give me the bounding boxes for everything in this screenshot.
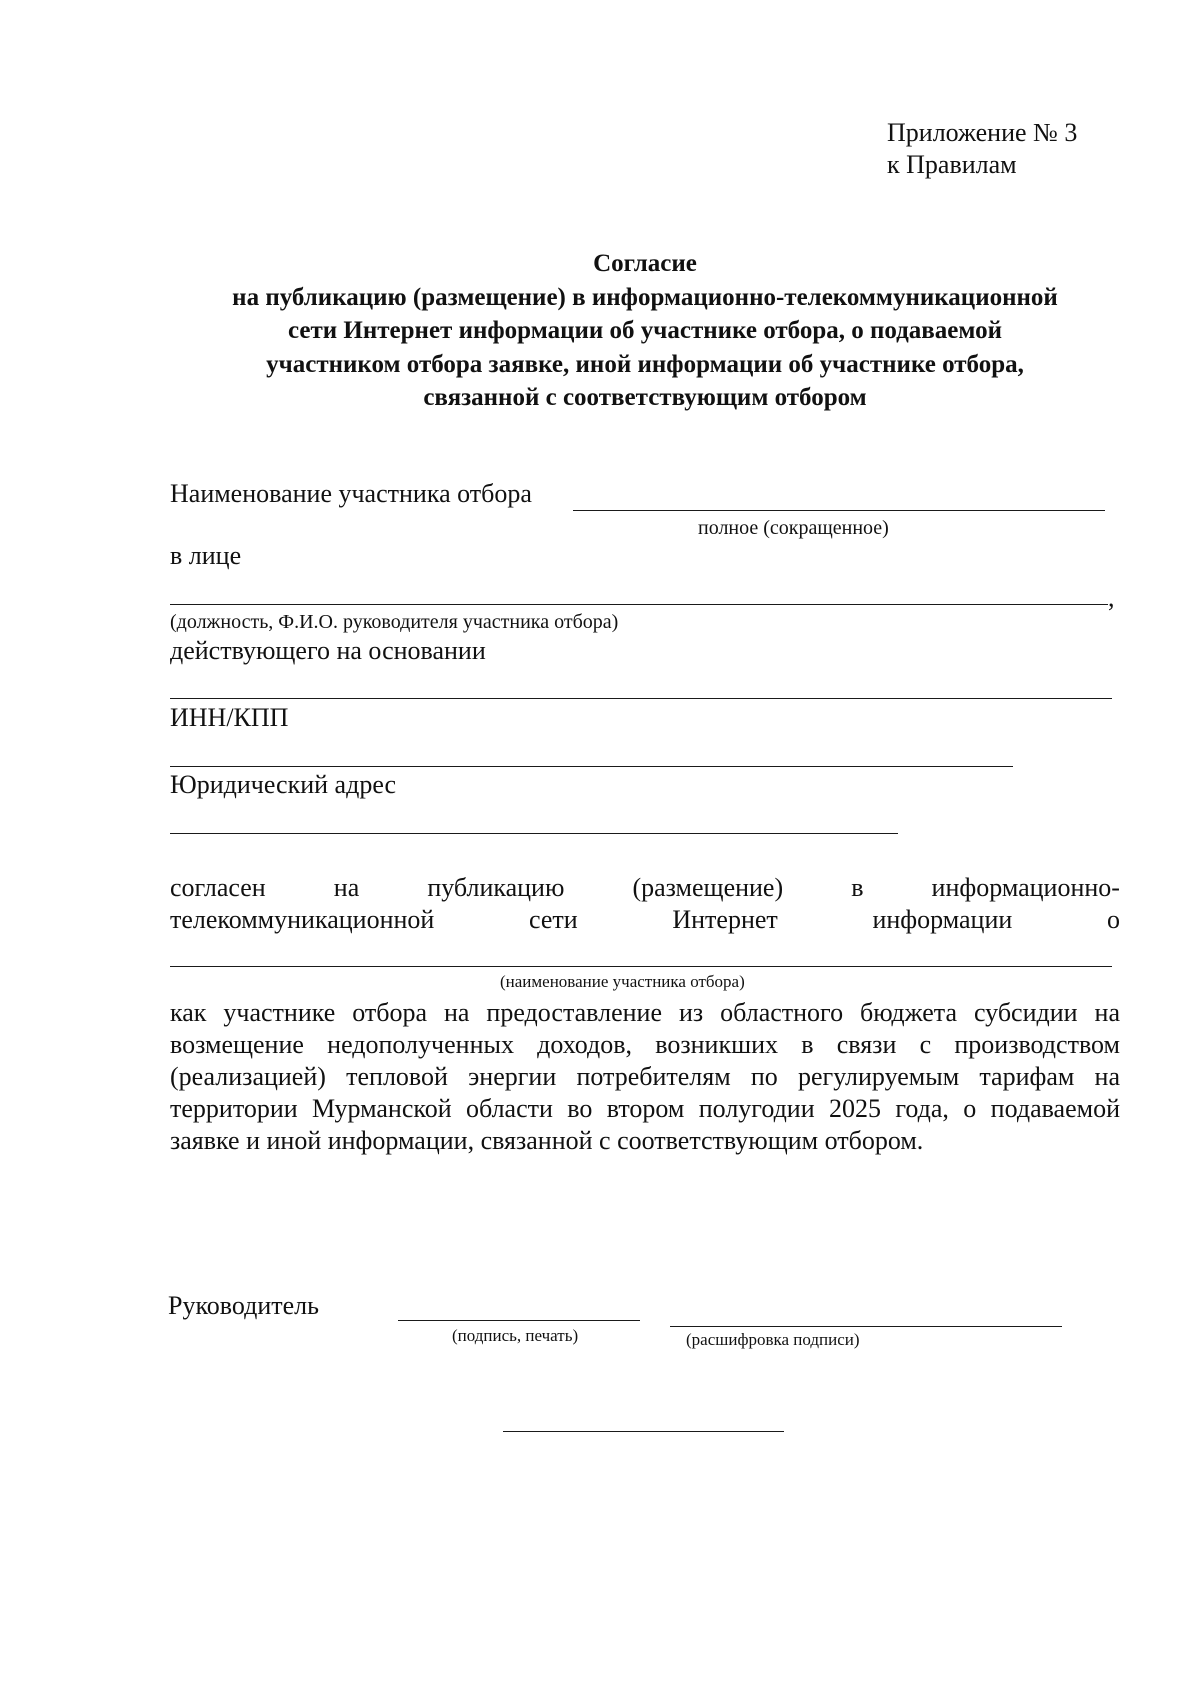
head-field-comma: , — [1108, 583, 1115, 612]
consent-word: информационно- — [931, 873, 1120, 902]
title-line-2: на публикацию (размещение) в информационно-телекоммуникационной — [232, 283, 1058, 311]
acting-basis-label: действующего на основании — [170, 636, 486, 665]
appendix-number: Приложение № 3 — [887, 118, 1078, 147]
consent-paragraph: как участнике отбора на предоставление из областного бюджета субсидии на возмещение недополученных доходов, возникших в связи с производством (реализацией) тепловой энергии потребителям по регулируемым тарифам на территории Мурманской области во втором полугодии 2025 года, о подаваемой заявке и иной информации, связанной с соответствующим отбором. — [170, 998, 1120, 1155]
title-line-1: Согласие — [593, 250, 697, 277]
closing-divider — [503, 1431, 784, 1432]
title-line-5: связанной с соответствующим отбором — [423, 384, 867, 411]
consent-word: Интернет — [672, 905, 778, 934]
consent-line-2 — [170, 904, 1120, 936]
consent-word: телекоммуникационной — [170, 905, 435, 934]
acting-basis-field[interactable] — [170, 698, 1112, 699]
participant-name-field[interactable] — [573, 510, 1105, 511]
consent-word: о — [1106, 905, 1120, 934]
participant-name-consent-hint: (наименование участника отбора) — [500, 972, 745, 991]
head-position-field[interactable] — [170, 604, 1108, 605]
in-person-label: в лице — [170, 541, 242, 570]
consent-word: информации — [872, 905, 1013, 934]
inn-kpp-label: ИНН/КПП — [170, 703, 289, 732]
appendix-header — [887, 117, 1117, 181]
appendix-rules: к Правилам — [887, 150, 1017, 179]
signature-hint: (подпись, печать) — [452, 1326, 579, 1345]
consent-word: на — [333, 873, 360, 902]
head-label: Руководитель — [168, 1291, 319, 1320]
inn-kpp-field[interactable] — [170, 766, 1013, 767]
consent-word: согласен — [170, 873, 266, 902]
consent-word: сети — [529, 905, 578, 934]
title-line-3: сети Интернет информации об участнике отбора, о подаваемой — [287, 317, 1002, 344]
legal-address-label: Юридический адрес — [170, 770, 397, 799]
signature-field[interactable] — [398, 1320, 640, 1321]
consent-word: публикацию — [427, 873, 565, 902]
signature-decode-field[interactable] — [670, 1326, 1062, 1327]
consent-line-1 — [170, 872, 1120, 904]
title-line-4: участником отбора заявке, иной информации об участнике отбора, — [266, 350, 1024, 378]
participant-name-consent-field[interactable] — [170, 966, 1112, 967]
consent-word: (размещение) — [632, 873, 784, 902]
head-position-hint: (должность, Ф.И.О. руководителя участника отбора) — [170, 611, 619, 633]
participant-name-label: Наименование участника отбора — [170, 479, 532, 508]
legal-address-field[interactable] — [170, 833, 898, 834]
consent-word: в — [851, 873, 864, 902]
participant-name-hint: полное (сокращенное) — [698, 517, 889, 539]
document-title — [150, 247, 1140, 415]
signature-decode-hint: (расшифровка подписи) — [686, 1330, 860, 1349]
